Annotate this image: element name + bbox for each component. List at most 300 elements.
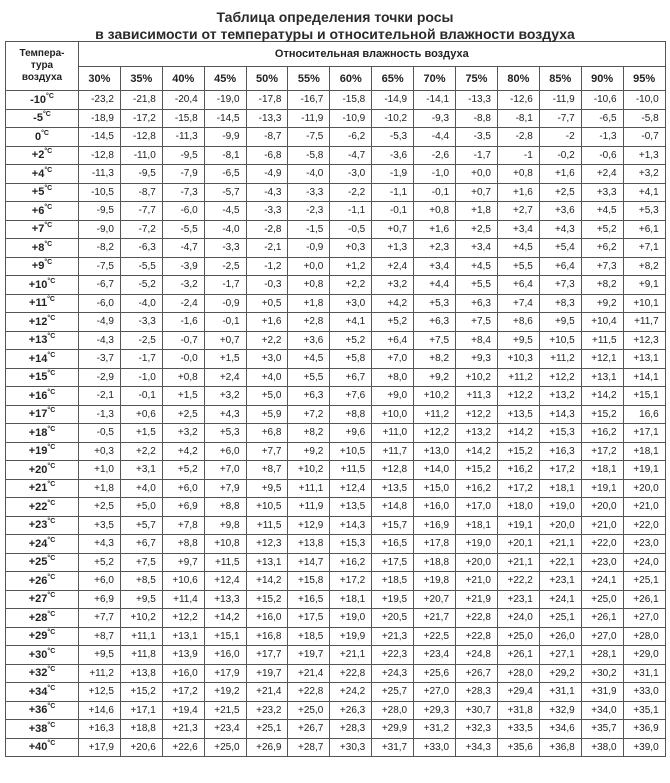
dew-point-cell: +19,7 [246, 664, 288, 683]
dew-point-cell: +0,6 [120, 405, 162, 424]
dew-point-cell: +11,5 [581, 331, 623, 350]
dew-point-cell: -1,0 [120, 368, 162, 387]
dew-point-cell: +22,2 [497, 572, 539, 591]
dew-point-cell: +2,4 [204, 368, 246, 387]
temperature-unit: °C [47, 351, 56, 359]
dew-point-cell: +17,5 [372, 553, 414, 572]
dew-point-cell: +13,1 [623, 350, 665, 369]
dew-point-cell: +8,3 [539, 294, 581, 313]
dew-point-cell: -11,9 [288, 109, 330, 128]
dew-point-cell: -14,1 [414, 91, 456, 110]
dew-point-cell: +2,5 [539, 183, 581, 202]
dew-point-cell: +16,3 [539, 442, 581, 461]
dew-point-cell: +19,4 [162, 701, 204, 720]
dew-point-cell: +3,0 [246, 350, 288, 369]
dew-point-cell: +22,0 [623, 516, 665, 535]
dew-point-cell: +13,5 [372, 479, 414, 498]
dew-point-cell: +11,5 [204, 553, 246, 572]
dew-point-cell: +35,1 [623, 701, 665, 720]
dew-point-cell: +6,0 [204, 442, 246, 461]
dew-point-cell: +26,1 [497, 646, 539, 665]
dew-point-cell: +0,8 [288, 276, 330, 295]
temperature-value: +30 [28, 648, 48, 661]
dew-point-cell: +8,6 [497, 313, 539, 332]
dew-point-cell: +12,1 [581, 350, 623, 369]
dew-point-cell: +24,2 [330, 683, 372, 702]
dew-point-cell: +7,9 [204, 479, 246, 498]
dew-point-cell: +16,0 [162, 664, 204, 683]
dew-point-cell: -2,6 [414, 146, 456, 165]
dew-point-cell: +1,5 [120, 424, 162, 443]
dew-point-cell: +18,1 [330, 590, 372, 609]
dew-point-cell: +19,1 [623, 461, 665, 480]
dew-point-cell: +3,2 [623, 165, 665, 184]
dew-point-cell: +15,2 [581, 405, 623, 424]
temperature-value: +7 [31, 223, 45, 236]
dew-point-cell: +1,8 [79, 479, 121, 498]
temperature-cell [6, 405, 79, 424]
temperature-value: 0 [35, 130, 42, 143]
dew-point-cell: +11,7 [623, 313, 665, 332]
dew-point-cell: +31,8 [497, 701, 539, 720]
dew-point-cell: -21,8 [120, 91, 162, 110]
dew-point-cell: -17,2 [120, 109, 162, 128]
temperature-unit: °C [47, 333, 56, 341]
dew-point-cell: +10,5 [539, 331, 581, 350]
dew-point-cell: -9,3 [414, 109, 456, 128]
dew-point-cell: +3,3 [581, 183, 623, 202]
dew-point-cell: +4,5 [456, 257, 498, 276]
dew-point-cell: +20,0 [539, 516, 581, 535]
temperature-unit: °C [47, 721, 56, 729]
dew-point-cell: +19,0 [539, 498, 581, 517]
dew-point-cell: +12,2 [497, 387, 539, 406]
table-row [6, 350, 666, 369]
dew-point-cell: +9,5 [539, 313, 581, 332]
dew-point-cell: -0,1 [204, 313, 246, 332]
dew-point-cell: +16,2 [456, 479, 498, 498]
dew-point-cell: +14,7 [288, 553, 330, 572]
table-row [6, 331, 666, 350]
dew-point-cell: +5,2 [162, 461, 204, 480]
dew-point-cell: +16,5 [372, 535, 414, 554]
dew-point-cell: +27,0 [623, 609, 665, 628]
dew-point-cell: +13,5 [497, 405, 539, 424]
dew-point-cell: +4,4 [414, 276, 456, 295]
dew-point-cell: +0,0 [288, 257, 330, 276]
temperature-value: +40 [28, 741, 48, 754]
dew-point-cell: +17,0 [456, 498, 498, 517]
dew-point-cell: +18,1 [456, 516, 498, 535]
dew-point-cell: -1,1 [330, 202, 372, 221]
dew-point-cell: +11,0 [372, 424, 414, 443]
dew-point-cell: +27,1 [539, 646, 581, 665]
dew-point-cell: -4,9 [79, 313, 121, 332]
dew-point-cell: +21,3 [162, 720, 204, 739]
dew-point-cell: -5,2 [120, 276, 162, 295]
dew-point-cell: -8,2 [79, 239, 121, 258]
temperature-value: +8 [31, 241, 45, 254]
dew-point-cell: +4,1 [330, 313, 372, 332]
dew-point-cell: -0,5 [79, 424, 121, 443]
temperature-value: +29 [28, 630, 48, 643]
dew-point-cell: +7,3 [581, 257, 623, 276]
dew-point-cell: +11,2 [539, 350, 581, 369]
dew-point-cell: +19,0 [330, 609, 372, 628]
temperature-value: +27 [28, 593, 48, 606]
dew-point-cell: +8,5 [120, 572, 162, 591]
dew-point-cell: -6,5 [581, 109, 623, 128]
dew-point-cell: +32,9 [539, 701, 581, 720]
dew-point-cell: +17,1 [623, 424, 665, 443]
dew-point-cell: -2,5 [204, 257, 246, 276]
dew-point-cell: +6,2 [581, 239, 623, 258]
humidity-percent-header: 50% [246, 67, 288, 91]
temperature-cell [6, 331, 79, 350]
dew-point-cell: +0,0 [456, 165, 498, 184]
dew-point-cell: +10,6 [162, 572, 204, 591]
temperature-unit: °C [44, 166, 53, 174]
dew-point-cell: +3,5 [79, 516, 121, 535]
dew-point-cell: +5,9 [246, 405, 288, 424]
dew-point-cell: -0,5 [330, 220, 372, 239]
table-row [6, 609, 666, 628]
dew-point-cell: +7,7 [246, 442, 288, 461]
dew-point-cell: +34,6 [539, 720, 581, 739]
dew-point-cell: +23,1 [497, 590, 539, 609]
dew-point-cell: +10,2 [288, 461, 330, 480]
dew-point-cell: -3,0 [330, 165, 372, 184]
dew-point-cell: +25,0 [497, 627, 539, 646]
temperature-value: +25 [28, 556, 48, 569]
humidity-percent-header: 40% [162, 67, 204, 91]
temperature-cell [6, 553, 79, 572]
dew-point-cell: +2,4 [372, 257, 414, 276]
temperature-cell [6, 646, 79, 665]
temperature-cell [6, 572, 79, 591]
dew-point-cell: +14,0 [414, 461, 456, 480]
dew-point-cell: +25,1 [246, 720, 288, 739]
temperature-cell [6, 442, 79, 461]
dew-point-cell: -4,4 [414, 128, 456, 147]
dew-point-cell: +16,0 [246, 609, 288, 628]
dew-point-cell: +26,3 [330, 701, 372, 720]
dew-point-cell: +7,3 [539, 276, 581, 295]
dew-point-cell: -8,7 [246, 128, 288, 147]
dew-point-cell: +6,9 [79, 590, 121, 609]
humidity-percent-header: 80% [497, 67, 539, 91]
dew-point-cell: +11,9 [288, 498, 330, 517]
dew-point-cell: +0,8 [497, 165, 539, 184]
temperature-value: +19 [28, 445, 48, 458]
dew-point-cell: +16,3 [79, 720, 121, 739]
dew-point-cell: +21,0 [456, 572, 498, 591]
table-row [6, 405, 666, 424]
dew-point-cell: +25,0 [288, 701, 330, 720]
dew-point-cell: +15,3 [539, 424, 581, 443]
table-row [6, 516, 666, 535]
dew-point-cell: -2,9 [79, 368, 121, 387]
dew-point-cell: +28,0 [623, 627, 665, 646]
dew-point-cell: +23,4 [414, 646, 456, 665]
temperature-unit: °C [44, 259, 53, 267]
table-row [6, 572, 666, 591]
dew-point-cell: -15,8 [330, 91, 372, 110]
dew-point-cell: -2,8 [246, 220, 288, 239]
dew-point-cell: +0,3 [79, 442, 121, 461]
dew-point-cell: +11,4 [162, 590, 204, 609]
temperature-unit: °C [47, 592, 56, 600]
table-row [6, 109, 666, 128]
dew-point-cell: +13,0 [414, 442, 456, 461]
temperature-cell [6, 701, 79, 720]
dew-point-cell: +11,5 [330, 461, 372, 480]
dew-point-cell: +28,1 [581, 646, 623, 665]
temperature-cell [6, 91, 79, 110]
dew-point-cell: -5,7 [204, 183, 246, 202]
dew-point-cell: +15,2 [456, 461, 498, 480]
table-row [6, 313, 666, 332]
temperature-header-line-3: воздуха [21, 72, 63, 83]
dew-point-cell: -0,1 [372, 202, 414, 221]
dew-point-cell: -2,3 [288, 202, 330, 221]
dew-point-cell: +9,6 [330, 424, 372, 443]
dew-point-cell: +17,9 [204, 664, 246, 683]
dew-point-cell: -23,2 [79, 91, 121, 110]
table-row [6, 128, 666, 147]
temperature-value: -5 [33, 112, 43, 125]
dew-point-cell: -0,3 [246, 276, 288, 295]
temperature-cell [6, 183, 79, 202]
table-row [6, 646, 666, 665]
temperature-value: +26 [28, 574, 48, 587]
temperature-value: +4 [31, 167, 45, 180]
dew-point-cell: +14,2 [456, 442, 498, 461]
dew-point-cell: +1,3 [372, 239, 414, 258]
dew-point-cell: +26,0 [539, 627, 581, 646]
dew-point-cell: +10,2 [414, 387, 456, 406]
temperature-value: +13 [28, 334, 48, 347]
dew-point-cell: +6,7 [330, 368, 372, 387]
dew-point-cell: +6,4 [497, 276, 539, 295]
dew-point-cell: +18,0 [497, 498, 539, 517]
dew-point-cell: +31,2 [414, 720, 456, 739]
dew-point-cell: +19,9 [330, 627, 372, 646]
dew-point-cell: +24,8 [456, 646, 498, 665]
dew-point-cell: +16,0 [204, 646, 246, 665]
dew-point-cell: +22,8 [288, 683, 330, 702]
dew-point-cell: +20,7 [414, 590, 456, 609]
temperature-value: +20 [28, 463, 48, 476]
temperature-cell [6, 664, 79, 683]
dew-point-cell: +2,3 [414, 239, 456, 258]
humidity-percent-header: 35% [120, 67, 162, 91]
dew-point-cell: +8,8 [204, 498, 246, 517]
dew-point-cell: +10,5 [246, 498, 288, 517]
dew-point-cell: +0,8 [162, 368, 204, 387]
dew-point-cell: -2,1 [246, 239, 288, 258]
dew-point-cell: -12,6 [497, 91, 539, 110]
dew-point-cell: +14,1 [623, 368, 665, 387]
dew-point-cell: +12,9 [288, 516, 330, 535]
dew-point-cell: +1,5 [204, 350, 246, 369]
dew-point-cell: -18,9 [79, 109, 121, 128]
dew-point-cell: +28,3 [456, 683, 498, 702]
dew-point-cell: +0,3 [330, 239, 372, 258]
dew-point-cell: +19,5 [372, 590, 414, 609]
dew-point-cell: +20,0 [456, 553, 498, 572]
temperature-unit: °C [42, 111, 51, 119]
dew-point-cell: +6,3 [456, 294, 498, 313]
temperature-unit: °C [47, 462, 56, 470]
temperature-cell [6, 165, 79, 184]
dew-point-cell: +17,7 [246, 646, 288, 665]
dew-point-cell: +13,8 [120, 664, 162, 683]
dew-point-cell: +8,2 [581, 276, 623, 295]
dew-point-cell: -3,9 [162, 257, 204, 276]
table-row [6, 257, 666, 276]
dew-point-cell: +5,0 [120, 498, 162, 517]
dew-point-cell: -4,7 [330, 146, 372, 165]
dew-point-cell: +5,5 [497, 257, 539, 276]
dew-point-cell: +14,3 [539, 405, 581, 424]
dew-point-cell: +1,5 [162, 387, 204, 406]
dew-point-cell: +4,3 [539, 220, 581, 239]
dew-point-cell: +9,0 [372, 387, 414, 406]
dew-point-cell: -5,5 [162, 220, 204, 239]
dew-point-cell: +23,1 [539, 572, 581, 591]
dew-point-cell: +5,2 [372, 313, 414, 332]
dew-point-cell: +36,9 [623, 720, 665, 739]
dew-point-cell: +9,5 [497, 331, 539, 350]
dew-point-cell: +9,2 [288, 442, 330, 461]
humidity-percent-header: 45% [204, 67, 246, 91]
dew-point-cell: -8,1 [204, 146, 246, 165]
temperature-cell [6, 257, 79, 276]
dew-point-cell: -2,2 [330, 183, 372, 202]
dew-point-cell: +20,0 [623, 479, 665, 498]
dew-point-cell: +11,1 [120, 627, 162, 646]
dew-point-cell: +11,8 [120, 646, 162, 665]
temperature-unit: °C [47, 573, 56, 581]
dew-point-cell: +22,6 [162, 738, 204, 757]
dew-point-cell: -1,3 [79, 405, 121, 424]
temperature-cell [6, 276, 79, 295]
dew-point-cell: -1,7 [456, 146, 498, 165]
dew-point-cell: +7,5 [414, 331, 456, 350]
dew-point-cell: +5,8 [330, 350, 372, 369]
table-row [6, 479, 666, 498]
dew-point-cell: +0,7 [372, 220, 414, 239]
dew-point-cell: -6,2 [330, 128, 372, 147]
temperature-cell [6, 387, 79, 406]
temperature-cell [6, 720, 79, 739]
dew-point-cell: -10,2 [372, 109, 414, 128]
humidity-percent-row [6, 67, 666, 91]
dew-point-cell: +22,3 [372, 646, 414, 665]
dew-point-cell: +18,8 [414, 553, 456, 572]
dew-point-cell: -11,9 [539, 91, 581, 110]
dew-point-cell: +0,7 [204, 331, 246, 350]
dew-point-cell: +10,2 [456, 368, 498, 387]
dew-point-cell: +28,7 [288, 738, 330, 757]
temperature-cell [6, 683, 79, 702]
dew-point-cell: -6,0 [79, 294, 121, 313]
dew-point-cell: +5,4 [539, 239, 581, 258]
dew-point-cell: +10,1 [623, 294, 665, 313]
table-row [6, 627, 666, 646]
dew-point-cell: +34,3 [456, 738, 498, 757]
dew-point-cell: -6,3 [120, 239, 162, 258]
dew-point-cell: +16,5 [288, 590, 330, 609]
dew-point-cell: +17,2 [581, 442, 623, 461]
dew-point-cell: -3,3 [288, 183, 330, 202]
dew-point-cell: +21,0 [623, 498, 665, 517]
dew-point-cell: +38,0 [581, 738, 623, 757]
dew-point-cell: -14,9 [372, 91, 414, 110]
temperature-value: +28 [28, 611, 48, 624]
dew-point-cell: +6,0 [79, 572, 121, 591]
dew-point-cell: +2,8 [288, 313, 330, 332]
dew-point-cell: +8,2 [623, 257, 665, 276]
dew-point-cell: -4,9 [246, 165, 288, 184]
dew-point-cell: +25,6 [414, 664, 456, 683]
dew-point-cell: +4,3 [79, 535, 121, 554]
table-row [6, 535, 666, 554]
dew-point-cell: +19,1 [497, 516, 539, 535]
dew-point-cell: +4,0 [246, 368, 288, 387]
dew-point-cell: +29,2 [539, 664, 581, 683]
dew-point-cell: -9,5 [79, 202, 121, 221]
temperature-unit: °C [47, 647, 56, 655]
dew-point-cell: +9,7 [162, 553, 204, 572]
dew-point-cell: +6,0 [162, 479, 204, 498]
dew-point-cell: -1,0 [414, 165, 456, 184]
dew-point-cell: +7,5 [120, 553, 162, 572]
dew-point-cell: -11,0 [120, 146, 162, 165]
dew-point-cell: -2,8 [497, 128, 539, 147]
dew-point-cell: +29,9 [372, 720, 414, 739]
dew-point-cell: -14,5 [79, 128, 121, 147]
temperature-unit: °C [44, 148, 53, 156]
dew-point-cell: +1,0 [79, 461, 121, 480]
temperature-unit: °C [47, 499, 56, 507]
dew-point-cell: +13,5 [330, 498, 372, 517]
dew-point-cell: +13,9 [162, 646, 204, 665]
dew-point-cell: -20,4 [162, 91, 204, 110]
dew-point-cell: +4,5 [581, 202, 623, 221]
temperature-unit: °C [44, 240, 53, 248]
dew-point-cell: +24,0 [497, 609, 539, 628]
dew-point-cell: +3,0 [330, 294, 372, 313]
dew-point-cell: +24,1 [539, 590, 581, 609]
dew-point-cell: +10,5 [330, 442, 372, 461]
temperature-unit: °C [47, 314, 56, 322]
dew-point-cell: -19,0 [204, 91, 246, 110]
temperature-unit: °C [47, 425, 56, 433]
dew-point-cell: +8,7 [79, 627, 121, 646]
dew-point-cell: +8,7 [246, 461, 288, 480]
temperature-unit: °C [44, 185, 53, 193]
dew-point-cell: +1,6 [539, 165, 581, 184]
temperature-unit: °C [44, 222, 53, 230]
table-body [6, 91, 666, 757]
dew-point-cell: +23,4 [204, 720, 246, 739]
dew-point-cell: +22,8 [456, 609, 498, 628]
dew-point-cell: +3,4 [414, 257, 456, 276]
dew-point-cell: +1,2 [330, 257, 372, 276]
dew-point-cell: +33,5 [497, 720, 539, 739]
